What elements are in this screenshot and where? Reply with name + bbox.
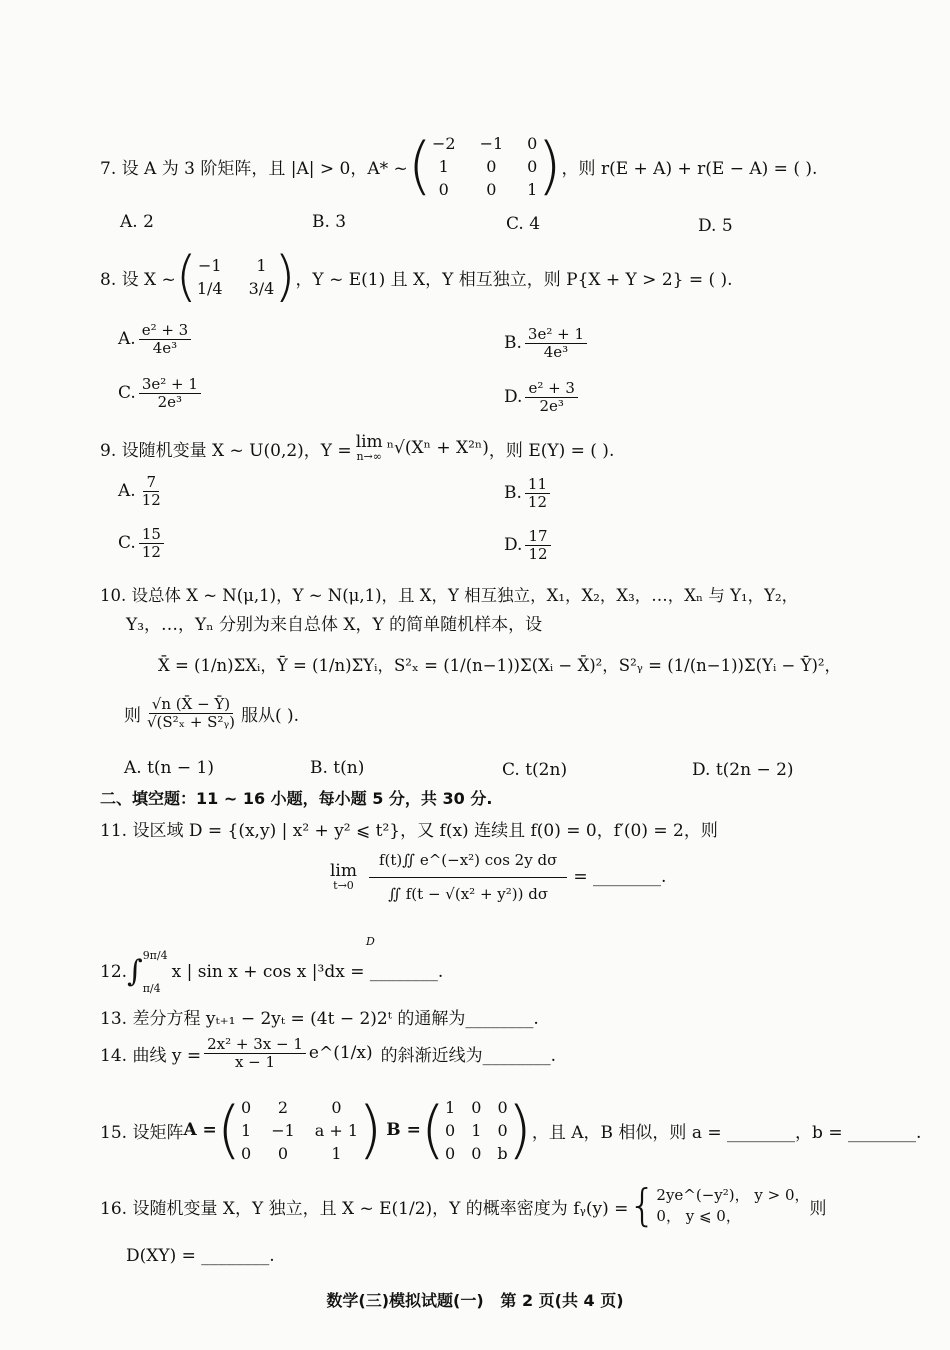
q15-b12: 0 [497,1120,508,1140]
q14-fraction [204,1036,306,1070]
q10-follows: 服从( ). [240,705,300,726]
q7-matrix [432,134,537,199]
section-2-heading: 二、填空题：11 ~ 16 小题，每小题 5 分，共 30 分. [100,789,493,808]
q15-matrix-a [241,1098,358,1163]
q15-a21: 0 [277,1143,289,1163]
q8-option-a-frac [139,322,192,356]
question-8 [100,242,733,312]
q8-option-b [504,326,590,360]
q8-text-a: 8. 设 X ~ [100,269,176,290]
q10-line-2: Y₃，…，Yₙ 分别为来自总体 X，Y 的简单随机样本，设 [126,615,543,635]
q9-d-num: 17 [525,528,550,546]
q8-prob-1: 1/4 [196,279,223,298]
q15-b10: 0 [445,1120,456,1140]
q14-tail: 的斜渐近线为________. [380,1045,556,1066]
q11-fraction [369,846,567,908]
q7-m12: 0 [527,156,538,176]
q10-option-c: C. t(2n) [502,760,568,780]
q9-option-c-frac [139,526,164,560]
q15-tail: ，且 A，B 相似，则 a = ________，b = ________. [531,1122,922,1143]
q15-b21: 0 [471,1143,482,1163]
q11-limit [330,863,357,891]
q7-text-b: ，则 r(E + A) + r(E − A) = ( ). [561,158,818,179]
q10-then: 则 [124,705,141,726]
q8-a-num: e² + 3 [139,322,192,340]
q8-c-num: 3e² + 1 [139,376,201,394]
q15-a22: 1 [331,1143,342,1163]
q10-line-1: 10. 设总体 X ~ N(μ,1)，Y ~ N(μ,1)，且 X，Y 相互独立，X₁，X₂，X₃，…，Xₙ 与 Y₁，Y₂， [100,586,799,605]
q8-c-den: 2e³ [157,392,183,411]
q15-b02: 0 [497,1097,508,1117]
q11-numerator: f(t)∬ e^(−x²) cos 2y dσ [369,846,567,878]
q7-option-a: A. 2 [120,212,154,232]
q9-option-d-frac [525,528,550,562]
q12-label: 12. [100,962,128,982]
q7-text-a: 7. 设 A 为 3 阶矩阵，且 |A| > 0，A* ~ [100,158,408,179]
q9-c-den: 12 [141,542,161,561]
q8-option-d-label: D. [504,387,523,407]
q8-option-d [504,380,581,414]
q16-cases [656,1185,809,1227]
question-14 [100,1036,556,1070]
q8-option-c-frac [139,376,201,410]
q11-region-label: D [366,935,375,948]
q8-value-2: 1 [256,256,267,275]
q8-left-paren: ( [175,245,197,308]
q12-body: x | sin x + cos x |³dx = ________. [171,962,444,982]
q9-b-den: 12 [527,492,547,511]
q11-limit-expression [330,846,666,908]
q9-text-a: 9. 设随机变量 X ~ U(0,2)，Y = [100,440,352,461]
q9-option-b-frac [525,476,550,510]
question-16 [100,1178,827,1234]
q8-b-num: 3e² + 1 [525,326,587,344]
q16-text-a: 16. 设随机变量 X，Y 独立，且 X ~ E(1/2)，Y 的概率密度为 fᵧ(y) = [100,1198,629,1219]
q8-option-d-frac [525,380,578,414]
q15-b20: 0 [445,1143,456,1163]
q9-b-num: 11 [525,476,550,494]
q9-option-b [504,476,553,510]
q9-option-a [118,474,167,508]
q7-m02: 0 [527,133,538,153]
q8-option-c [118,376,204,410]
q8-option-c-label: C. [118,383,136,403]
q8-a-den: 4e³ [152,338,178,357]
q7-m01: −1 [479,133,504,153]
page-footer: 数学(三)模拟试题(一) 第 2 页(共 4 页) [326,1291,624,1310]
q15-a-left-paren: ( [216,1093,242,1166]
q15-a11: −1 [271,1120,295,1140]
q8-option-b-label: B. [504,333,522,353]
q7-option-b: B. 3 [312,212,347,232]
q10-conclusion [124,696,299,730]
q7-m00: −2 [431,133,456,153]
q9-limit [356,434,383,462]
question-12 [100,950,443,994]
q15-matrix-b [445,1098,508,1163]
q14-exponential: e^(1/x) [308,1043,373,1063]
q10-option-b: B. t(n) [310,758,365,778]
q8-d-den: 2e³ [539,396,564,415]
q16-case-1: 2ye^(−y²)， y > 0， [656,1186,810,1204]
q8-prob-2: 3/4 [248,279,275,298]
q15-b-right-paren: ) [507,1093,532,1166]
q10-ratio [144,696,238,730]
q15-b22: b [497,1143,508,1163]
q9-a-den: 12 [141,490,161,509]
q15-matrix-b-name: B = [386,1120,421,1140]
q14-label: 14. 曲线 y = [100,1045,202,1066]
q15-label: 15. 设矩阵 [100,1122,184,1143]
q9-option-b-label: B. [504,483,522,503]
q9-option-c [118,526,167,560]
q8-distribution [197,256,275,298]
q9-option-d [504,528,554,562]
q10-ratio-num: √n (X̄ − Ȳ) [149,696,233,714]
question-15 [100,1090,921,1170]
q9-root-expression: ⁿ√(Xⁿ + X²ⁿ) [386,438,489,458]
q9-option-a-label: A. [118,481,136,501]
q7-matrix-right-paren: ) [537,129,562,202]
q8-option-b-frac [525,326,587,360]
q7-m20: 0 [438,179,449,199]
q7-matrix-left-paren: ( [407,129,432,202]
q10-option-d: D. t(2n − 2) [692,760,794,780]
q15-b00: 1 [445,1097,456,1117]
q12-limits [143,950,168,994]
question-7 [100,126,817,206]
q7-m10: 1 [438,156,449,176]
q7-option-c: C. 4 [506,214,541,234]
q15-matrix-a-name: A = [183,1120,217,1140]
q8-text-b: ，Y ~ E(1) 且 X，Y 相互独立，则 P{X + Y > 2} = ( ). [295,269,733,290]
q14-den: x − 1 [234,1052,276,1071]
q15-a02: 0 [331,1097,342,1117]
q9-lim-sub: n→∞ [356,450,382,463]
q11-lim-sub: t→0 [333,879,354,892]
q10-option-a: A. t(n − 1) [124,758,214,778]
q15-b11: 1 [471,1120,482,1140]
q7-m22: 1 [527,179,538,199]
q9-lim-label: lim [355,432,383,452]
q15-a00: 0 [241,1097,252,1117]
q11-text: 11. 设区域 D = {(x,y) | x² + y² ⩽ t²}，又 f(x) 连续且 f(0) = 0，f′(0) = 2，则 [100,821,718,841]
q8-b-den: 4e³ [543,342,569,361]
q16-case-2: 0， y ⩽ 0， [656,1207,741,1225]
q9-option-c-label: C. [118,533,136,553]
q15-a01: 2 [277,1097,289,1117]
q15-a10: 1 [241,1120,252,1140]
integral-sign: ∫ [127,954,143,989]
q9-text-b: ，则 E(Y) = ( ). [488,440,615,461]
q16-piecewise-brace: { [628,1180,657,1231]
question-9 [100,434,614,462]
q10-ratio-den: √(S²ₓ + S²ᵧ) [147,712,235,731]
q9-c-num: 15 [139,526,164,544]
q8-value-1: −1 [197,256,222,275]
q8-option-a [118,322,194,356]
q8-right-paren: ) [274,245,296,308]
q9-d-den: 12 [528,544,548,563]
q9-a-num: 7 [143,474,159,492]
q16-line-2: D(XY) = ________. [126,1246,275,1266]
q11-denominator: ∬ f(t − √(x² + y²)) dσ [388,884,549,903]
q15-a20: 0 [241,1143,252,1163]
q11-lim-label: lim [330,861,357,881]
q12-lower-limit: π/4 [142,982,161,995]
question-13: 13. 差分方程 yₜ₊₁ − 2yₜ = (4t − 2)2ᵗ 的通解为________. [100,1009,539,1029]
q10-formula: X̄ = (1/n)ΣXᵢ，Ȳ = (1/n)ΣYᵢ，S²ₓ = (1/(n−1))Σ(Xᵢ − X̄)²，S²ᵧ = (1/(n−1))Σ(Yᵢ − Ȳ)²， [158,656,842,675]
q12-upper-limit: 9π/4 [142,949,168,962]
q9-option-d-label: D. [504,535,523,555]
q15-a-right-paren: ) [358,1093,383,1166]
q15-b01: 0 [471,1097,482,1117]
q14-num: 2x² + 3x − 1 [204,1036,306,1054]
q7-m11: 0 [486,156,497,176]
q7-m21: 0 [486,179,497,199]
q8-d-num: e² + 3 [525,380,578,398]
q7-option-d: D. 5 [698,216,733,236]
q16-then: 则 [809,1198,827,1219]
q11-answer-blank: = ________. [573,867,667,887]
q8-option-a-label: A. [118,329,136,349]
q9-option-a-frac [139,474,164,508]
q15-b-left-paren: ( [420,1093,446,1166]
q15-a12: a + 1 [314,1120,359,1140]
